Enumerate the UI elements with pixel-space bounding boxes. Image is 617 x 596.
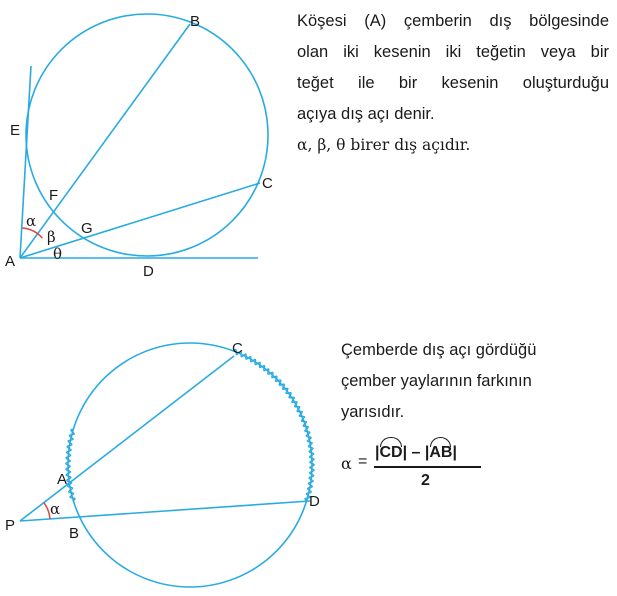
theorem-line: yarısıdır.: [341, 403, 405, 421]
angle-alpha-label: α: [26, 212, 37, 230]
fraction-bar: [374, 466, 481, 468]
angle-theta-label: θ: [53, 245, 63, 263]
label-P: P: [5, 517, 16, 534]
formula-lhs: α: [341, 454, 352, 473]
formula: [341, 442, 491, 502]
definition-line: olan iki kesenin iki teğetin veya bir: [297, 43, 609, 61]
abs-bar: |: [375, 444, 380, 461]
theorem-text: [341, 335, 611, 428]
top-circle: [26, 14, 268, 256]
label-B-bottom: B: [69, 525, 80, 542]
label-C-bottom: C: [232, 340, 243, 357]
definition-line: açıya dış açı denir.: [297, 105, 435, 123]
definition-line: Köşesi (A) çemberin dış bölgesinde: [297, 12, 609, 30]
theorem-line: çember yaylarının farkının: [341, 372, 532, 390]
label-G: G: [81, 220, 93, 237]
top-figure: [5, 13, 273, 280]
arc-CD-label: CD: [379, 444, 403, 461]
definition-line: teğet ile bir kesenin oluşturduğu: [297, 74, 609, 92]
label-C: C: [262, 175, 273, 192]
abs-bar: |: [452, 444, 457, 461]
minus-sign: –: [407, 444, 425, 461]
label-F: F: [49, 187, 59, 204]
abs-bar: |: [402, 444, 408, 461]
label-E: E: [10, 122, 21, 139]
formula-numerator: [375, 444, 457, 462]
angle-alpha-mark-bottom: [44, 503, 50, 519]
theorem-line: Çemberde dış açı gördüğü: [341, 341, 537, 359]
arc-AB-mark: [66, 429, 75, 500]
secant-AB: [20, 24, 190, 258]
label-B: B: [190, 13, 201, 30]
angle-beta-label: β: [47, 228, 56, 246]
secant-PC: [20, 356, 234, 521]
formula-equals: =: [358, 453, 368, 470]
abs-bar: |: [424, 444, 430, 461]
label-A-bottom: A: [57, 471, 68, 488]
label-A: A: [5, 253, 16, 270]
definition-text: [297, 6, 609, 161]
bottom-figure: [5, 340, 320, 587]
arc-CD-mark: [234, 350, 314, 501]
formula-denominator: 2: [421, 472, 430, 489]
label-D-bottom: D: [309, 493, 320, 510]
label-D: D: [143, 263, 154, 280]
secant-PD: [20, 501, 310, 521]
angle-alpha-label-bottom: α: [50, 500, 61, 518]
greek-angles-line: α, β, θ birer dış açıdır.: [297, 136, 471, 154]
arc-AB-label: AB: [429, 444, 453, 461]
